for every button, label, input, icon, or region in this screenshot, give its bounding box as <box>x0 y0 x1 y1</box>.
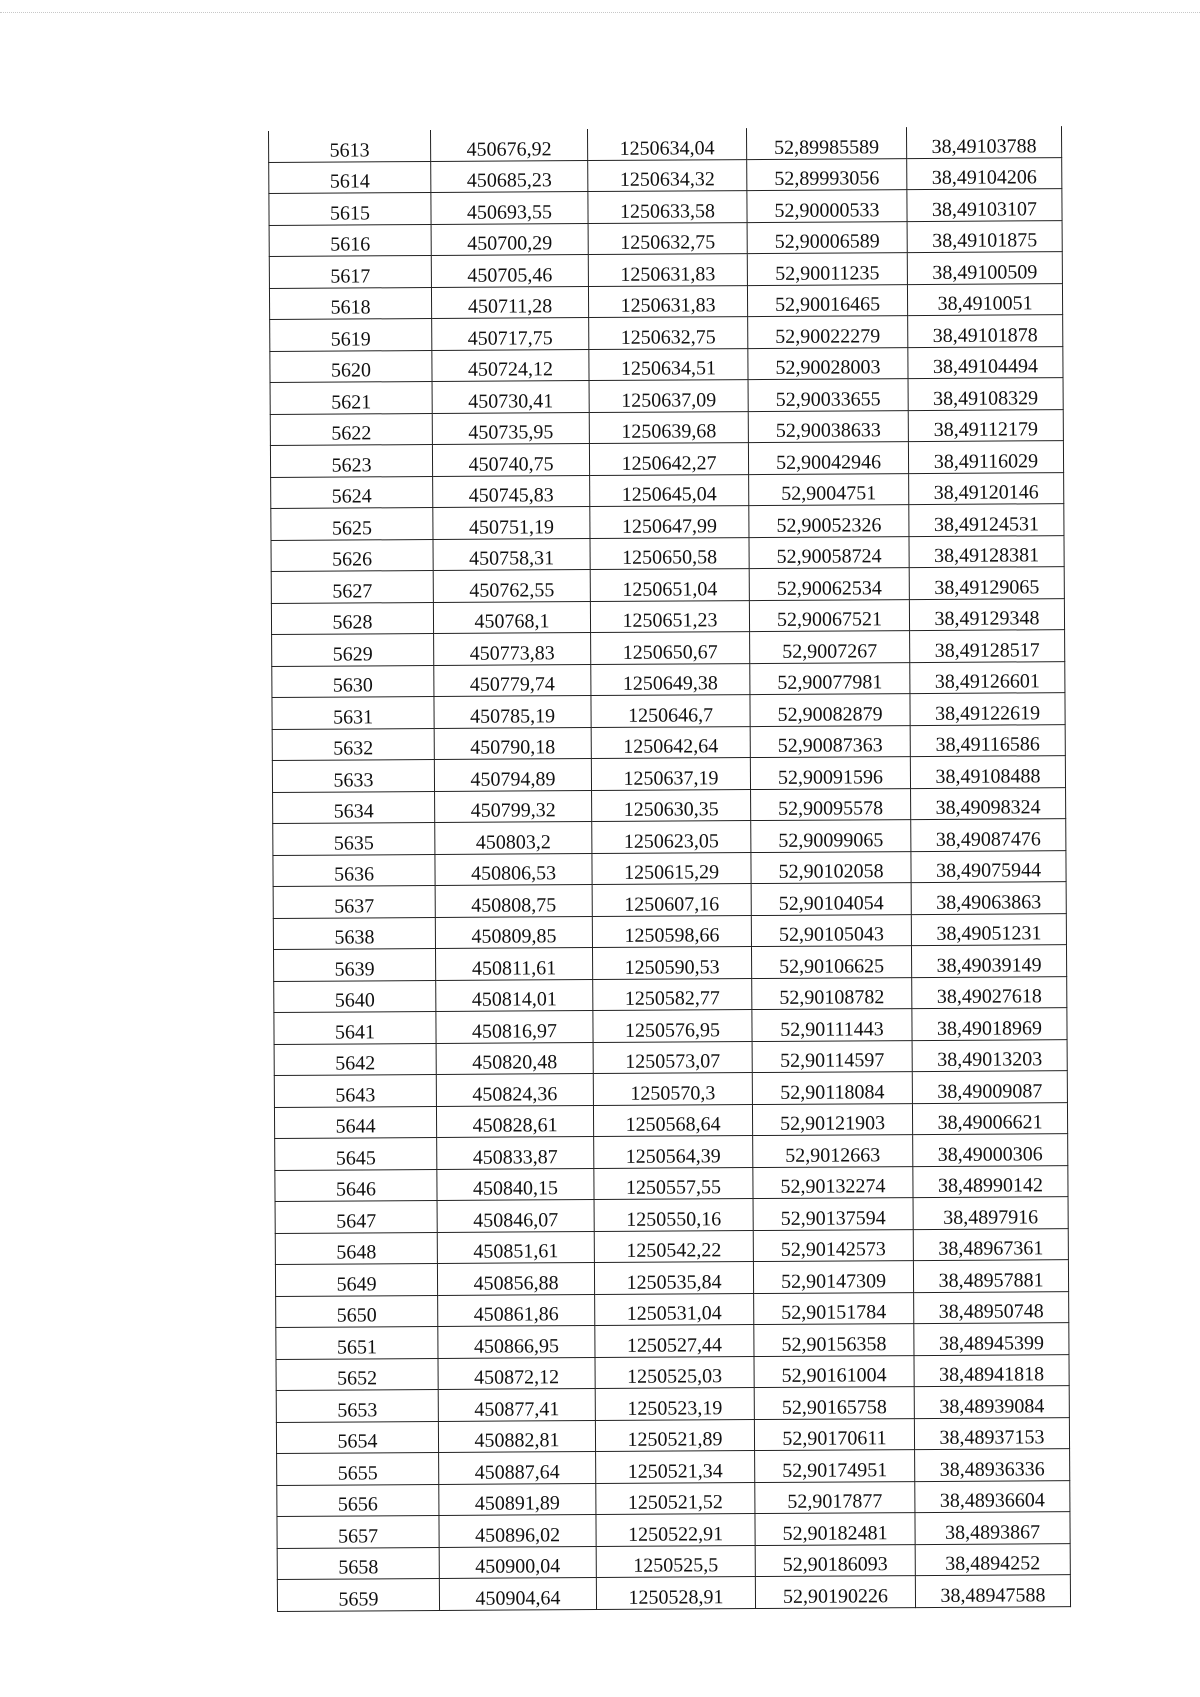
latitude-cell: 52,90156358 <box>754 1324 914 1356</box>
table-row <box>275 1260 1068 1296</box>
latitude-cell: 52,90170611 <box>754 1418 914 1450</box>
longitude-cell: 38,48950748 <box>914 1291 1069 1323</box>
longitude-cell: 38,49006621 <box>912 1102 1067 1134</box>
table-row <box>275 1197 1068 1233</box>
table-row <box>273 850 1066 886</box>
table-row <box>273 945 1066 981</box>
x-coordinate-cell: 450866,95 <box>438 1326 595 1358</box>
x-coordinate-cell: 450758,31 <box>433 538 590 570</box>
point-number-cell: 5632 <box>272 728 434 760</box>
point-number-cell: 5641 <box>274 1011 436 1043</box>
longitude-cell: 38,49126601 <box>910 661 1065 693</box>
point-number-cell: 5647 <box>275 1200 437 1232</box>
longitude-cell: 38,48945399 <box>914 1323 1069 1355</box>
y-coordinate-cell: 1250525,5 <box>596 1545 755 1577</box>
latitude-cell: 52,90142573 <box>753 1229 913 1261</box>
y-coordinate-cell: 1250645,04 <box>590 474 749 506</box>
latitude-cell: 52,90067521 <box>749 599 909 631</box>
table-row <box>270 441 1063 477</box>
table-row <box>275 1165 1068 1201</box>
latitude-cell: 52,90000533 <box>747 190 907 222</box>
longitude-cell: 38,49128517 <box>910 630 1065 662</box>
x-coordinate-cell: 450882,81 <box>438 1420 595 1452</box>
point-number-cell: 5630 <box>272 665 434 697</box>
point-number-cell: 5628 <box>271 602 433 634</box>
latitude-cell: 52,90091596 <box>750 757 910 789</box>
point-number-cell: 5656 <box>277 1484 439 1516</box>
y-coordinate-cell: 1250522,91 <box>596 1514 755 1546</box>
y-coordinate-cell: 1250623,05 <box>592 821 751 853</box>
latitude-cell: 52,90022279 <box>748 316 908 348</box>
y-coordinate-cell: 1250570,3 <box>593 1073 752 1105</box>
longitude-cell: 38,48936336 <box>915 1449 1070 1481</box>
longitude-cell: 38,48990142 <box>913 1165 1068 1197</box>
x-coordinate-cell: 450828,61 <box>436 1105 593 1137</box>
latitude-cell: 52,90106625 <box>751 946 911 978</box>
point-number-cell: 5655 <box>277 1452 439 1484</box>
table-row <box>277 1512 1070 1548</box>
scan-edge-line <box>0 12 1200 13</box>
longitude-cell: 38,49013203 <box>912 1039 1067 1071</box>
x-coordinate-cell: 450814,01 <box>436 979 593 1011</box>
y-coordinate-cell: 1250521,89 <box>595 1419 754 1451</box>
y-coordinate-cell: 1250642,27 <box>589 443 748 475</box>
longitude-cell: 38,49075944 <box>911 850 1066 882</box>
latitude-cell: 52,90151784 <box>754 1292 914 1324</box>
y-coordinate-cell: 1250650,58 <box>590 537 749 569</box>
longitude-cell: 38,49103788 <box>906 126 1061 158</box>
latitude-cell: 52,90114597 <box>752 1040 912 1072</box>
y-coordinate-cell: 1250630,35 <box>592 789 751 821</box>
y-coordinate-cell: 1250632,75 <box>589 317 748 349</box>
latitude-cell: 52,90108782 <box>752 977 912 1009</box>
longitude-cell: 38,48937153 <box>914 1417 1069 1449</box>
table-row <box>270 409 1063 445</box>
x-coordinate-cell: 450811,61 <box>435 948 592 980</box>
latitude-cell: 52,90052326 <box>749 505 909 537</box>
table-row <box>269 189 1062 225</box>
table-row <box>275 1228 1068 1264</box>
table-row <box>273 819 1066 855</box>
y-coordinate-cell: 1250637,19 <box>591 758 750 790</box>
point-number-cell: 5616 <box>269 224 431 256</box>
x-coordinate-cell: 450904,64 <box>439 1578 596 1610</box>
latitude-cell: 52,90028003 <box>748 347 908 379</box>
table-row <box>269 157 1062 193</box>
longitude-cell: 38,49108329 <box>908 378 1063 410</box>
table-row <box>276 1323 1069 1359</box>
table-row <box>269 283 1062 319</box>
table-row <box>272 756 1065 792</box>
y-coordinate-cell: 1250634,04 <box>587 128 746 160</box>
point-number-cell: 5614 <box>269 161 431 193</box>
longitude-cell: 38,49027618 <box>912 976 1067 1008</box>
point-number-cell: 5646 <box>275 1169 437 1201</box>
point-number-cell: 5644 <box>274 1106 436 1138</box>
point-number-cell: 5637 <box>273 885 435 917</box>
y-coordinate-cell: 1250535,84 <box>594 1262 753 1294</box>
longitude-cell: 38,49101878 <box>908 315 1063 347</box>
longitude-cell: 38,48947588 <box>915 1575 1070 1607</box>
x-coordinate-cell: 450799,32 <box>435 790 592 822</box>
latitude-cell: 52,90082879 <box>750 694 910 726</box>
latitude-cell: 52,9017877 <box>755 1481 915 1513</box>
table-row <box>271 598 1064 634</box>
latitude-cell: 52,90042946 <box>748 442 908 474</box>
x-coordinate-cell: 450861,86 <box>438 1294 595 1326</box>
latitude-cell: 52,90147309 <box>753 1261 913 1293</box>
x-coordinate-cell: 450872,12 <box>438 1357 595 1389</box>
y-coordinate-cell: 1250649,38 <box>591 663 750 695</box>
latitude-cell: 52,89993056 <box>747 158 907 190</box>
x-coordinate-cell: 450816,97 <box>436 1011 593 1043</box>
latitude-cell: 52,90058724 <box>749 536 909 568</box>
longitude-cell: 38,4897916 <box>913 1197 1068 1229</box>
point-number-cell: 5643 <box>274 1074 436 1106</box>
longitude-cell: 38,49098324 <box>911 787 1066 819</box>
x-coordinate-cell: 450693,55 <box>431 192 588 224</box>
x-coordinate-cell: 450794,89 <box>434 759 591 791</box>
longitude-cell: 38,49051231 <box>911 913 1066 945</box>
longitude-cell: 38,49129065 <box>909 567 1064 599</box>
longitude-cell: 38,49129348 <box>909 598 1064 630</box>
table-row <box>273 913 1066 949</box>
latitude-cell: 52,89985589 <box>746 127 906 159</box>
latitude-cell: 52,90186093 <box>755 1544 915 1576</box>
latitude-cell: 52,90161004 <box>754 1355 914 1387</box>
latitude-cell: 52,90033655 <box>748 379 908 411</box>
longitude-cell: 38,48936604 <box>915 1480 1070 1512</box>
x-coordinate-cell: 450833,87 <box>437 1137 594 1169</box>
table-row <box>274 976 1067 1012</box>
table-row <box>277 1449 1070 1485</box>
point-number-cell: 5659 <box>277 1578 439 1610</box>
longitude-cell: 38,4894252 <box>915 1543 1070 1575</box>
y-coordinate-cell: 1250632,75 <box>588 222 747 254</box>
x-coordinate-cell: 450779,74 <box>434 664 591 696</box>
y-coordinate-cell: 1250528,91 <box>596 1577 755 1609</box>
table-row <box>270 346 1063 382</box>
x-coordinate-cell: 450724,12 <box>432 349 589 381</box>
y-coordinate-cell: 1250542,22 <box>594 1230 753 1262</box>
y-coordinate-cell: 1250650,67 <box>591 632 750 664</box>
point-number-cell: 5636 <box>273 854 435 886</box>
point-number-cell: 5652 <box>276 1358 438 1390</box>
table-row <box>274 1039 1067 1075</box>
latitude-cell: 52,90095578 <box>751 788 911 820</box>
x-coordinate-cell: 450820,48 <box>436 1042 593 1074</box>
table-row <box>277 1575 1070 1611</box>
table-row <box>271 567 1064 603</box>
latitude-cell: 52,90132274 <box>753 1166 913 1198</box>
y-coordinate-cell: 1250639,68 <box>589 411 748 443</box>
x-coordinate-cell: 450711,28 <box>431 286 588 318</box>
table-row <box>273 882 1066 918</box>
x-coordinate-cell: 450891,89 <box>439 1483 596 1515</box>
point-number-cell: 5638 <box>273 917 435 949</box>
point-number-cell: 5634 <box>273 791 435 823</box>
point-number-cell: 5626 <box>271 539 433 571</box>
x-coordinate-cell: 450745,83 <box>433 475 590 507</box>
point-number-cell: 5635 <box>273 822 435 854</box>
latitude-cell: 52,90182481 <box>755 1513 915 1545</box>
latitude-cell: 52,9004751 <box>749 473 909 505</box>
x-coordinate-cell: 450730,41 <box>432 381 589 413</box>
table-row <box>274 1008 1067 1044</box>
point-number-cell: 5631 <box>272 696 434 728</box>
table-row <box>274 1102 1067 1138</box>
longitude-cell: 38,48939084 <box>914 1386 1069 1418</box>
point-number-cell: 5617 <box>269 256 431 288</box>
table-row <box>274 1071 1067 1107</box>
longitude-cell: 38,49116029 <box>908 441 1063 473</box>
y-coordinate-cell: 1250598,66 <box>592 915 751 947</box>
point-number-cell: 5620 <box>270 350 432 382</box>
point-number-cell: 5648 <box>275 1232 437 1264</box>
x-coordinate-cell: 450803,2 <box>435 822 592 854</box>
table-row <box>271 535 1064 571</box>
y-coordinate-cell: 1250651,23 <box>590 600 749 632</box>
latitude-cell: 52,90118084 <box>752 1072 912 1104</box>
table-row <box>276 1354 1069 1390</box>
x-coordinate-cell: 450762,55 <box>433 570 590 602</box>
x-coordinate-cell: 450808,75 <box>435 885 592 917</box>
y-coordinate-cell: 1250590,53 <box>592 947 751 979</box>
longitude-cell: 38,49122619 <box>910 693 1065 725</box>
latitude-cell: 52,90174951 <box>755 1450 915 1482</box>
y-coordinate-cell: 1250550,16 <box>594 1199 753 1231</box>
table-row <box>276 1291 1069 1327</box>
longitude-cell: 38,49108488 <box>910 756 1065 788</box>
y-coordinate-cell: 1250646,7 <box>591 695 750 727</box>
y-coordinate-cell: 1250527,44 <box>595 1325 754 1357</box>
table-row <box>272 693 1065 729</box>
y-coordinate-cell: 1250568,64 <box>593 1104 752 1136</box>
y-coordinate-cell: 1250642,64 <box>591 726 750 758</box>
x-coordinate-cell: 450785,19 <box>434 696 591 728</box>
x-coordinate-cell: 450768,1 <box>433 601 590 633</box>
point-number-cell: 5621 <box>270 382 432 414</box>
latitude-cell: 52,90102058 <box>751 851 911 883</box>
x-coordinate-cell: 450840,15 <box>437 1168 594 1200</box>
point-number-cell: 5619 <box>270 319 432 351</box>
longitude-cell: 38,49104206 <box>907 157 1062 189</box>
point-number-cell: 5645 <box>275 1137 437 1169</box>
longitude-cell: 38,49104494 <box>908 346 1063 378</box>
longitude-cell: 38,49124531 <box>909 504 1064 536</box>
latitude-cell: 52,90137594 <box>753 1198 913 1230</box>
latitude-cell: 52,90038633 <box>748 410 908 442</box>
table-row <box>269 126 1062 162</box>
latitude-cell: 52,90006589 <box>747 221 907 253</box>
longitude-cell: 38,49087476 <box>911 819 1066 851</box>
y-coordinate-cell: 1250607,16 <box>592 884 751 916</box>
y-coordinate-cell: 1250647,99 <box>590 506 749 538</box>
y-coordinate-cell: 1250564,39 <box>594 1136 753 1168</box>
table-row <box>272 724 1065 760</box>
x-coordinate-cell: 450824,36 <box>436 1074 593 1106</box>
coordinates-table-body <box>269 126 1071 1611</box>
table-row <box>275 1134 1068 1170</box>
x-coordinate-cell: 450773,83 <box>434 633 591 665</box>
y-coordinate-cell: 1250557,55 <box>594 1167 753 1199</box>
table-row <box>270 378 1063 414</box>
y-coordinate-cell: 1250582,77 <box>593 978 752 1010</box>
point-number-cell: 5622 <box>270 413 432 445</box>
x-coordinate-cell: 450735,95 <box>432 412 589 444</box>
longitude-cell: 38,49100509 <box>907 252 1062 284</box>
y-coordinate-cell: 1250525,03 <box>595 1356 754 1388</box>
point-number-cell: 5624 <box>271 476 433 508</box>
y-coordinate-cell: 1250637,09 <box>589 380 748 412</box>
longitude-cell: 38,49000306 <box>913 1134 1068 1166</box>
longitude-cell: 38,48941818 <box>914 1354 1069 1386</box>
point-number-cell: 5642 <box>274 1043 436 1075</box>
longitude-cell: 38,49103107 <box>907 189 1062 221</box>
point-number-cell: 5657 <box>277 1515 439 1547</box>
table-row <box>269 252 1062 288</box>
latitude-cell: 52,90087363 <box>750 725 910 757</box>
y-coordinate-cell: 1250521,34 <box>596 1451 755 1483</box>
table-row <box>273 787 1066 823</box>
x-coordinate-cell: 450676,92 <box>430 129 587 161</box>
x-coordinate-cell: 450740,75 <box>432 444 589 476</box>
y-coordinate-cell: 1250523,19 <box>595 1388 754 1420</box>
longitude-cell: 38,49128381 <box>909 535 1064 567</box>
table-row <box>277 1480 1070 1516</box>
point-number-cell: 5649 <box>275 1263 437 1295</box>
point-number-cell: 5633 <box>272 759 434 791</box>
x-coordinate-cell: 450790,18 <box>434 727 591 759</box>
point-number-cell: 5658 <box>277 1547 439 1579</box>
latitude-cell: 52,90111443 <box>752 1009 912 1041</box>
point-number-cell: 5618 <box>269 287 431 319</box>
x-coordinate-cell: 450705,46 <box>431 255 588 287</box>
x-coordinate-cell: 450851,61 <box>437 1231 594 1263</box>
x-coordinate-cell: 450685,23 <box>431 160 588 192</box>
point-number-cell: 5615 <box>269 193 431 225</box>
point-number-cell: 5629 <box>272 633 434 665</box>
x-coordinate-cell: 450806,53 <box>435 853 592 885</box>
y-coordinate-cell: 1250531,04 <box>595 1293 754 1325</box>
x-coordinate-cell: 450896,02 <box>439 1515 596 1547</box>
x-coordinate-cell: 450887,64 <box>439 1452 596 1484</box>
longitude-cell: 38,49101875 <box>907 220 1062 252</box>
table-row <box>277 1543 1070 1579</box>
x-coordinate-cell: 450900,04 <box>439 1546 596 1578</box>
longitude-cell: 38,4893867 <box>915 1512 1070 1544</box>
y-coordinate-cell: 1250631,83 <box>588 254 747 286</box>
document-page <box>268 131 1062 1612</box>
longitude-cell: 38,49063863 <box>911 882 1066 914</box>
point-number-cell: 5653 <box>276 1389 438 1421</box>
table-row <box>270 315 1063 351</box>
latitude-cell: 52,9007267 <box>750 631 910 663</box>
latitude-cell: 52,9012663 <box>753 1135 913 1167</box>
x-coordinate-cell: 450700,29 <box>431 223 588 255</box>
latitude-cell: 52,90105043 <box>751 914 911 946</box>
longitude-cell: 38,49018969 <box>912 1008 1067 1040</box>
point-number-cell: 5640 <box>274 980 436 1012</box>
latitude-cell: 52,90016465 <box>747 284 907 316</box>
point-number-cell: 5650 <box>276 1295 438 1327</box>
latitude-cell: 52,90121903 <box>752 1103 912 1135</box>
y-coordinate-cell: 1250651,04 <box>590 569 749 601</box>
latitude-cell: 52,90062534 <box>749 568 909 600</box>
y-coordinate-cell: 1250573,07 <box>593 1041 752 1073</box>
table-row <box>271 504 1064 540</box>
longitude-cell: 38,4910051 <box>907 283 1062 315</box>
y-coordinate-cell: 1250631,83 <box>588 285 747 317</box>
point-number-cell: 5654 <box>276 1421 438 1453</box>
y-coordinate-cell: 1250521,52 <box>596 1482 755 1514</box>
y-coordinate-cell: 1250576,95 <box>593 1010 752 1042</box>
latitude-cell: 52,90104054 <box>751 883 911 915</box>
x-coordinate-cell: 450751,19 <box>433 507 590 539</box>
y-coordinate-cell: 1250633,58 <box>588 191 747 223</box>
x-coordinate-cell: 450856,88 <box>437 1263 594 1295</box>
latitude-cell: 52,90190226 <box>755 1576 915 1608</box>
table-row <box>271 472 1064 508</box>
x-coordinate-cell: 450877,41 <box>438 1389 595 1421</box>
point-number-cell: 5651 <box>276 1326 438 1358</box>
latitude-cell: 52,90011235 <box>747 253 907 285</box>
longitude-cell: 38,48957881 <box>913 1260 1068 1292</box>
point-number-cell: 5627 <box>271 570 433 602</box>
table-row <box>272 630 1065 666</box>
y-coordinate-cell: 1250634,51 <box>589 348 748 380</box>
longitude-cell: 38,49116586 <box>910 724 1065 756</box>
x-coordinate-cell: 450717,75 <box>432 318 589 350</box>
table-row <box>269 220 1062 256</box>
table-row <box>276 1386 1069 1422</box>
latitude-cell: 52,90165758 <box>754 1387 914 1419</box>
point-number-cell: 5623 <box>270 445 432 477</box>
point-number-cell: 5613 <box>269 130 431 162</box>
table-row <box>276 1417 1069 1453</box>
point-number-cell: 5639 <box>273 948 435 980</box>
longitude-cell: 38,49009087 <box>912 1071 1067 1103</box>
longitude-cell: 38,48967361 <box>913 1228 1068 1260</box>
longitude-cell: 38,49120146 <box>909 472 1064 504</box>
x-coordinate-cell: 450846,07 <box>437 1200 594 1232</box>
longitude-cell: 38,49112179 <box>908 409 1063 441</box>
coordinates-table <box>268 126 1071 1611</box>
x-coordinate-cell: 450809,85 <box>435 916 592 948</box>
longitude-cell: 38,49039149 <box>911 945 1066 977</box>
y-coordinate-cell: 1250615,29 <box>592 852 751 884</box>
table-row <box>272 661 1065 697</box>
latitude-cell: 52,90099065 <box>751 820 911 852</box>
latitude-cell: 52,90077981 <box>750 662 910 694</box>
y-coordinate-cell: 1250634,32 <box>588 159 747 191</box>
point-number-cell: 5625 <box>271 508 433 540</box>
